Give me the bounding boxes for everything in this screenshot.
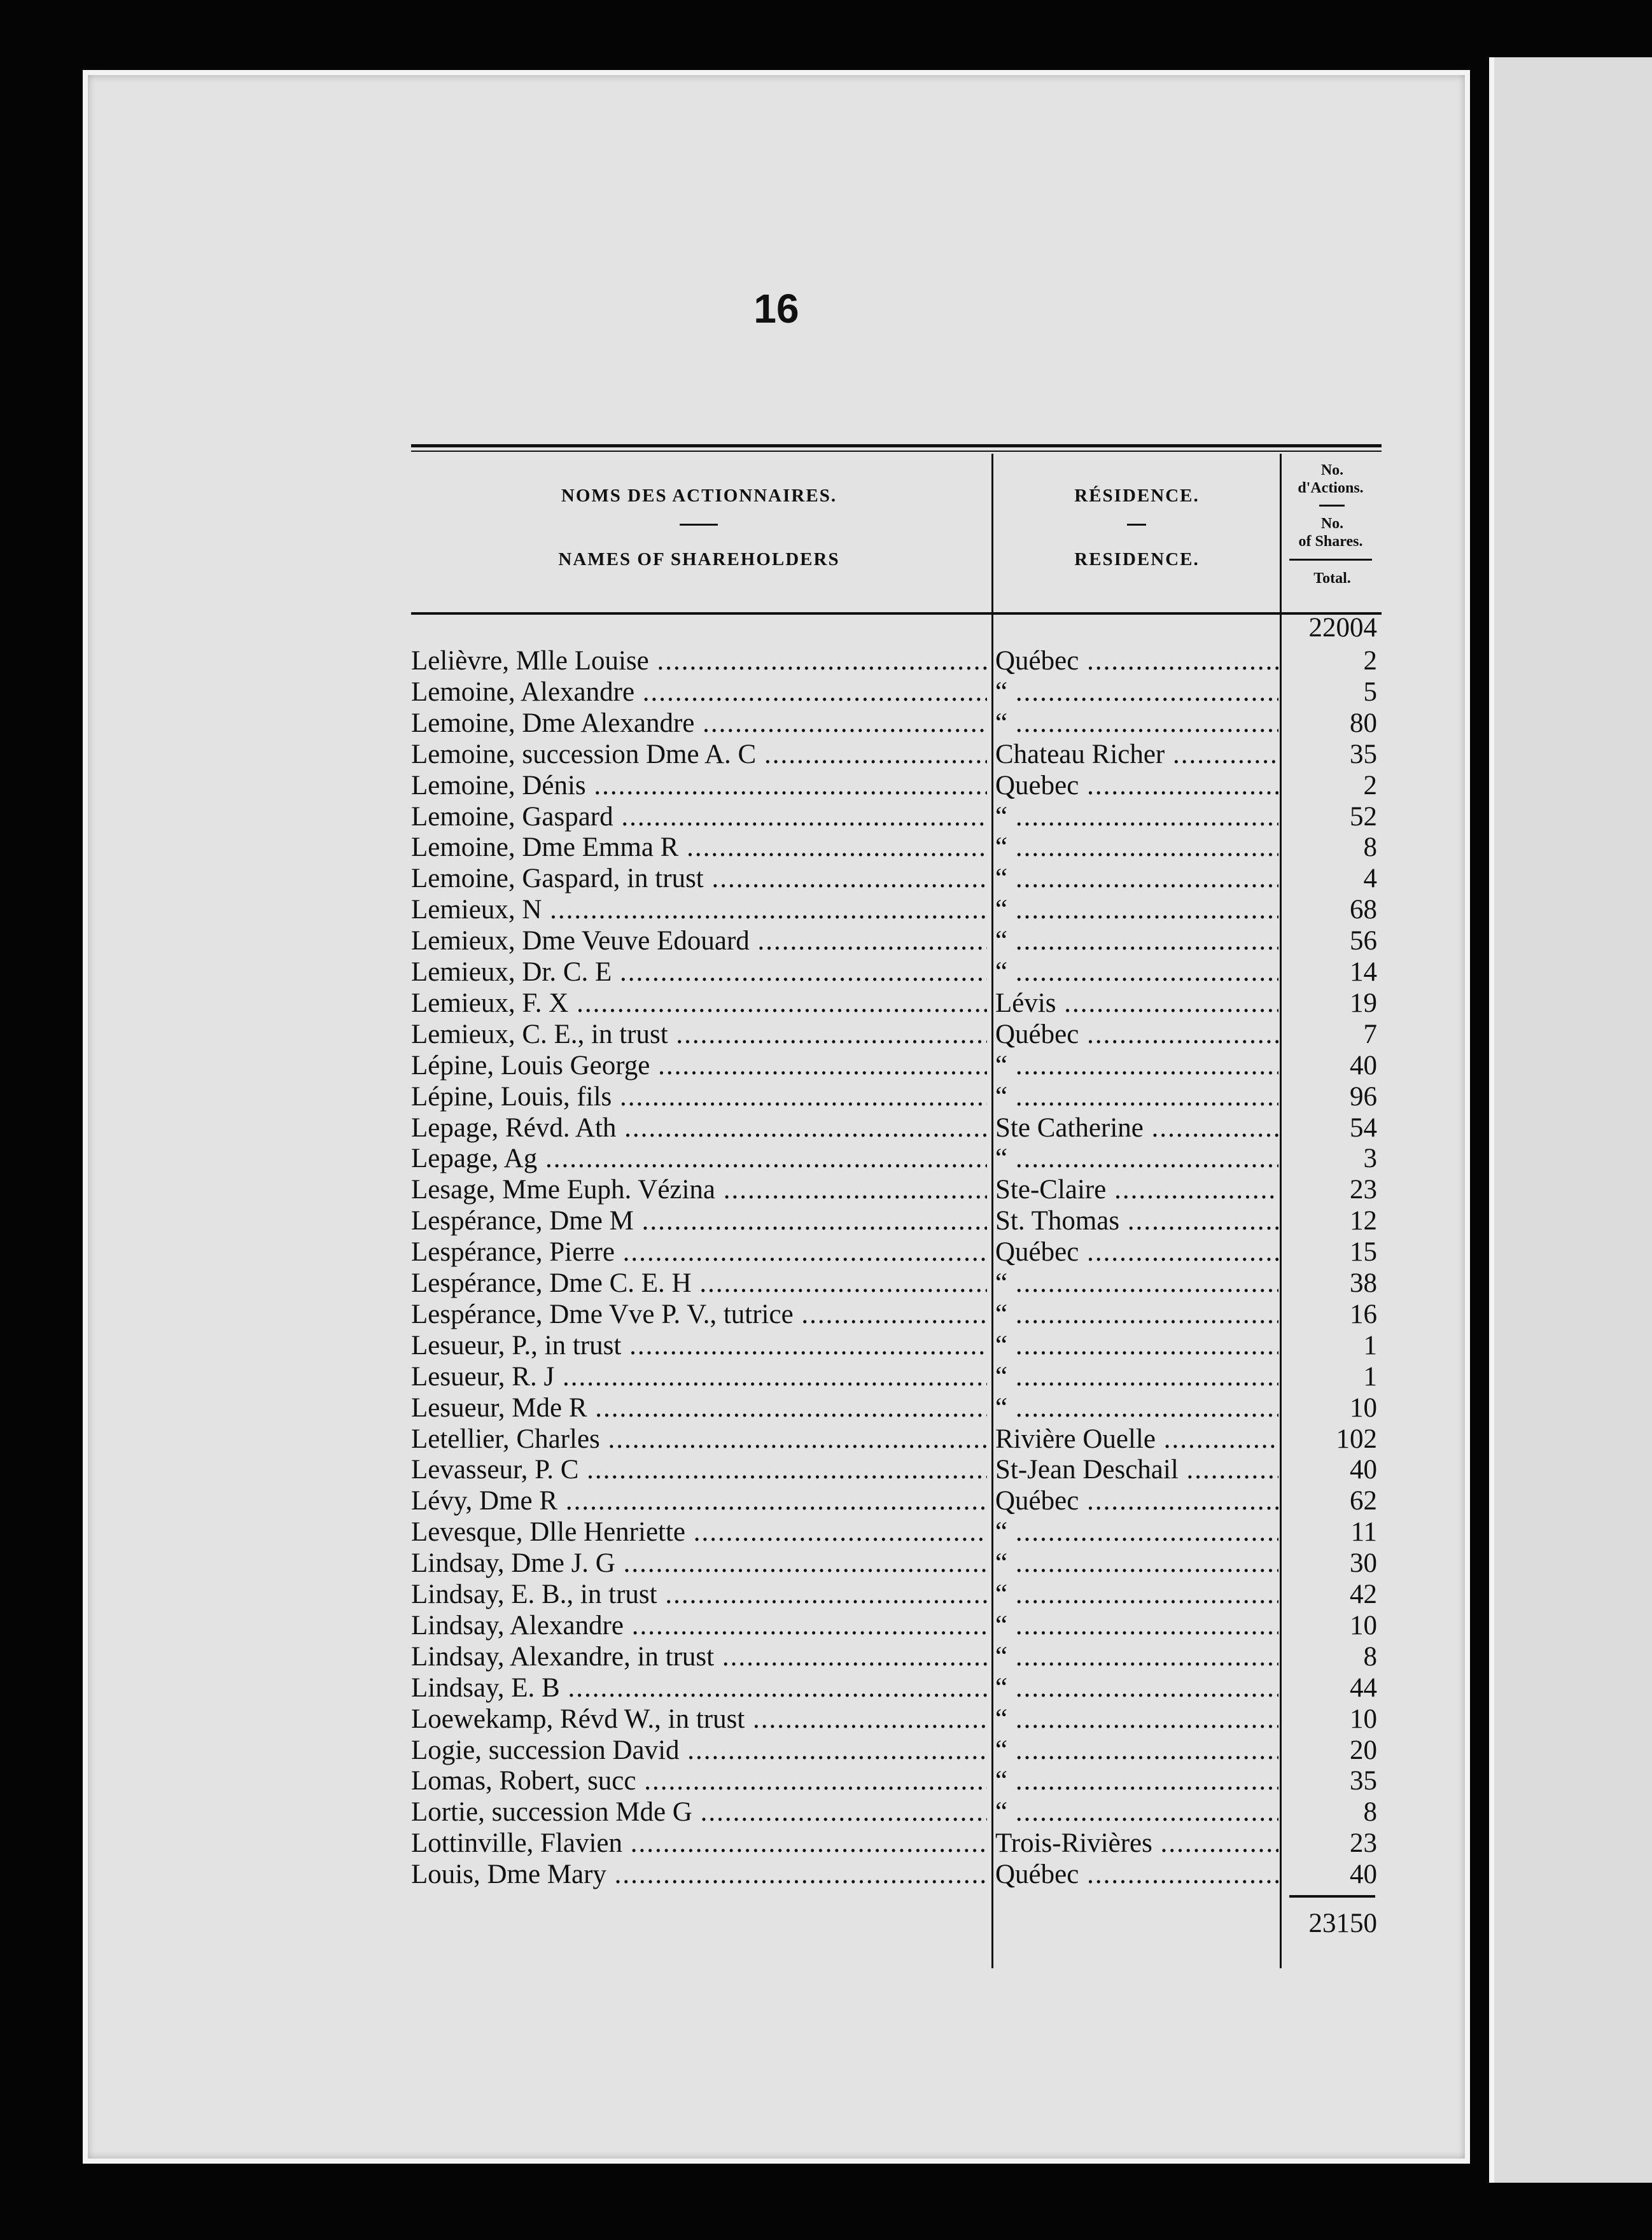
header-shares-no: No.	[1320, 515, 1344, 532]
share-count: 44	[1350, 1672, 1377, 1703]
share-count: 4	[1363, 864, 1377, 894]
share-count: 52	[1350, 801, 1377, 832]
share-count: 40	[1350, 1050, 1377, 1081]
table-row	[411, 1113, 1382, 1144]
total-rule	[1289, 1895, 1375, 1898]
table-row	[411, 895, 1382, 925]
table-row	[411, 1611, 1382, 1641]
shareholder-residence: “ .....	[995, 1797, 1278, 1828]
table-row	[411, 1548, 1382, 1579]
shareholder-residence: Quebec .....	[995, 771, 1278, 801]
share-count: 15	[1350, 1237, 1377, 1268]
table-row	[411, 1642, 1382, 1672]
table-row	[411, 864, 1382, 894]
shareholder-residence: “ .....	[995, 1082, 1278, 1112]
shareholder-residence: “ .....	[995, 1673, 1278, 1704]
table-row	[411, 957, 1382, 988]
share-count: 8	[1363, 1797, 1377, 1828]
share-count: 23	[1350, 1828, 1377, 1859]
shareholder-name: Levasseur, P. C .....	[411, 1455, 987, 1485]
shareholder-name: Lindsay, E. B., in trust .....	[411, 1579, 987, 1610]
share-count: 54	[1350, 1112, 1377, 1143]
shareholder-residence: Rivière Ouelle .....	[995, 1424, 1278, 1455]
shareholder-name: Lépine, Louis, fils .....	[411, 1082, 987, 1112]
shareholder-residence: Chateau Richer .....	[995, 739, 1278, 770]
shareholder-name: Lepage, Révd. Ath .....	[411, 1113, 987, 1144]
table-row	[411, 1859, 1382, 1890]
shareholder-residence: Québec .....	[995, 1019, 1278, 1050]
share-count: 3	[1363, 1144, 1377, 1174]
grand-total: 23150	[1308, 1908, 1377, 1938]
shareholder-residence: “ .....	[995, 1611, 1278, 1641]
top-rule-thick	[411, 444, 1382, 447]
shareholder-residence: “ .....	[995, 677, 1278, 708]
share-count: 68	[1350, 895, 1377, 925]
shareholder-residence: Québec .....	[995, 646, 1278, 676]
shareholder-residence: “ .....	[995, 832, 1278, 863]
shareholder-residence: “ .....	[995, 957, 1278, 988]
share-count: 11	[1350, 1517, 1377, 1548]
table-row	[411, 1704, 1382, 1735]
shareholder-name: Lemoine, Dme Alexandre .....	[411, 708, 987, 739]
header-bottom-rule	[411, 612, 1382, 615]
table-row	[411, 677, 1382, 708]
share-count: 20	[1350, 1735, 1377, 1765]
shareholder-residence: Ste Catherine .....	[995, 1113, 1278, 1144]
shareholder-name: Lemieux, N .....	[411, 895, 987, 925]
shareholder-name: Logie, succession David .....	[411, 1735, 987, 1766]
table-row	[411, 1237, 1382, 1268]
shareholder-name: Lemoine, Alexandre .....	[411, 677, 987, 708]
share-count: 5	[1363, 676, 1377, 707]
table-row	[411, 1486, 1382, 1516]
shareholder-residence: “ .....	[995, 864, 1278, 894]
table-row	[411, 1828, 1382, 1859]
shareholder-name: Lespérance, Dme Vve P. V., tutrice .....	[411, 1299, 987, 1330]
shareholder-name: Lespérance, Dme M .....	[411, 1206, 987, 1236]
table-row	[411, 1362, 1382, 1392]
share-count: 35	[1350, 739, 1377, 769]
share-count: 80	[1350, 708, 1377, 738]
header-residence-fr: RÉSIDENCE.	[1074, 486, 1200, 506]
table-row	[411, 1206, 1382, 1236]
shareholder-residence: “ .....	[995, 1144, 1278, 1174]
shareholder-residence: “ .....	[995, 1268, 1278, 1299]
shareholder-name: Lemoine, Dme Emma R .....	[411, 832, 987, 863]
share-count: 14	[1350, 957, 1377, 987]
shareholder-name: Lemieux, Dr. C. E .....	[411, 957, 987, 988]
table-row	[411, 1735, 1382, 1766]
share-count: 10	[1350, 1610, 1377, 1641]
shareholder-name: Lévy, Dme R .....	[411, 1486, 987, 1516]
shareholder-residence: “ .....	[995, 1579, 1278, 1610]
shareholder-residence: “ .....	[995, 1766, 1278, 1796]
share-count: 30	[1350, 1548, 1377, 1579]
header-total-label: Total.	[1313, 570, 1351, 587]
shareholder-residence: “ .....	[995, 1051, 1278, 1081]
share-count: 56	[1350, 926, 1377, 956]
share-count: 23	[1350, 1175, 1377, 1205]
share-count: 7	[1363, 1019, 1377, 1049]
shareholder-name: Lindsay, Dme J. G .....	[411, 1548, 987, 1579]
shareholder-residence: “ .....	[995, 802, 1278, 832]
shareholder-name: Lemoine, Gaspard, in trust .....	[411, 864, 987, 894]
shareholder-name: Lindsay, Alexandre, in trust .....	[411, 1642, 987, 1672]
share-count: 96	[1350, 1081, 1377, 1112]
top-rule-thin	[411, 451, 1382, 452]
shareholder-name: Lindsay, E. B .....	[411, 1673, 987, 1704]
shareholder-name: Lemieux, C. E., in trust .....	[411, 1019, 987, 1050]
table-row	[411, 988, 1382, 1019]
shareholder-name: Lesueur, R. J .....	[411, 1362, 987, 1392]
share-count: 10	[1350, 1704, 1377, 1734]
shareholder-name: Lemoine, Gaspard .....	[411, 802, 987, 832]
table-row	[411, 926, 1382, 956]
table-row	[411, 1019, 1382, 1050]
shareholder-residence: “ .....	[995, 1548, 1278, 1579]
shareholder-name: Levesque, Dlle Henriette .....	[411, 1517, 987, 1548]
share-count: 1	[1363, 1330, 1377, 1361]
share-count: 8	[1363, 1641, 1377, 1672]
table-row	[411, 1579, 1382, 1610]
table-row	[411, 1175, 1382, 1205]
table-row	[411, 1766, 1382, 1796]
shareholder-residence: “ .....	[995, 1642, 1278, 1672]
shareholder-residence: Québec .....	[995, 1859, 1278, 1890]
shareholder-name: Lemoine, Dénis .....	[411, 771, 987, 801]
carried-forward-total: 22004	[1308, 613, 1377, 643]
shareholder-residence: “ .....	[995, 926, 1278, 956]
share-count: 2	[1363, 770, 1377, 801]
share-count: 8	[1363, 832, 1377, 863]
shareholder-residence: St-Jean Deschail .....	[995, 1455, 1278, 1485]
shareholder-name: Lemieux, Dme Veuve Edouard .....	[411, 926, 987, 956]
table-row	[411, 646, 1382, 676]
shareholder-residence: St. Thomas .....	[995, 1206, 1278, 1236]
shareholder-name: Loewekamp, Révd W., in trust .....	[411, 1704, 987, 1735]
table-row	[411, 1331, 1382, 1361]
shareholder-name: Lemieux, F. X .....	[411, 988, 987, 1019]
share-count: 19	[1350, 988, 1377, 1018]
document-page	[83, 70, 1470, 2164]
page-number: 16	[753, 286, 799, 332]
table-row	[411, 1082, 1382, 1112]
shareholder-name: Lemoine, succession Dme A. C .....	[411, 739, 987, 770]
adjacent-page-edge	[1489, 57, 1652, 2183]
shareholder-residence: “ .....	[995, 1331, 1278, 1361]
shareholder-name: Lesueur, P., in trust .....	[411, 1331, 987, 1361]
header-actions-label: d'Actions.	[1298, 480, 1364, 496]
shareholder-name: Lottinville, Flavien .....	[411, 1828, 987, 1859]
shareholder-name: Lespérance, Dme C. E. H .....	[411, 1268, 987, 1299]
shareholder-name: Lepage, Ag .....	[411, 1144, 987, 1174]
share-count: 2	[1363, 646, 1377, 676]
table-row	[411, 1051, 1382, 1081]
shareholder-residence: “ .....	[995, 1299, 1278, 1330]
header-names-fr: NOMS DES ACTIONNAIRES.	[561, 486, 837, 506]
table-row	[411, 802, 1382, 832]
table-row	[411, 1299, 1382, 1330]
share-count: 10	[1350, 1392, 1377, 1423]
shareholder-name: Lespérance, Pierre .....	[411, 1237, 987, 1268]
shareholder-residence: Lévis .....	[995, 988, 1278, 1019]
shareholder-residence: “ .....	[995, 1735, 1278, 1766]
share-count: 40	[1350, 1455, 1377, 1485]
table-row	[411, 832, 1382, 863]
table-row	[411, 1393, 1382, 1424]
table-row	[411, 1673, 1382, 1704]
shareholder-name: Louis, Dme Mary .....	[411, 1859, 987, 1890]
shareholder-residence: “ .....	[995, 895, 1278, 925]
table-row	[411, 1268, 1382, 1299]
header-dash	[680, 524, 718, 526]
share-count: 42	[1350, 1579, 1377, 1609]
header-dash	[1289, 559, 1372, 561]
share-count: 38	[1350, 1268, 1377, 1298]
shareholder-residence: Québec .....	[995, 1237, 1278, 1268]
share-count: 102	[1336, 1424, 1377, 1454]
shareholder-name: Lesueur, Mde R .....	[411, 1393, 987, 1424]
shareholder-residence: “ .....	[995, 1393, 1278, 1424]
shareholder-name: Lelièvre, Mlle Louise .....	[411, 646, 987, 676]
table-row	[411, 708, 1382, 739]
share-count: 35	[1350, 1766, 1377, 1796]
shareholder-residence: “ .....	[995, 1362, 1278, 1392]
share-count: 62	[1350, 1486, 1377, 1516]
shareholder-name: Lépine, Louis George .....	[411, 1051, 987, 1081]
shareholder-residence: Québec .....	[995, 1486, 1278, 1516]
share-count: 16	[1350, 1299, 1377, 1329]
shareholder-residence: “ .....	[995, 708, 1278, 739]
table-row	[411, 1797, 1382, 1828]
shareholder-residence: “ .....	[995, 1517, 1278, 1548]
table-row	[411, 1424, 1382, 1455]
share-count: 12	[1350, 1206, 1377, 1236]
header-names-en: NAMES OF SHAREHOLDERS	[558, 549, 840, 570]
shareholder-name: Lindsay, Alexandre .....	[411, 1611, 987, 1641]
header-residence-en: RESIDENCE.	[1074, 549, 1200, 570]
share-count: 1	[1363, 1361, 1377, 1392]
header-dash	[1127, 524, 1146, 526]
shareholders-table	[411, 368, 1382, 1971]
header-actions-no: No.	[1320, 462, 1344, 479]
shareholder-residence: Trois-Rivières .....	[995, 1828, 1278, 1859]
shareholder-residence: “ .....	[995, 1704, 1278, 1735]
table-row	[411, 1144, 1382, 1174]
header-shares-label: of Shares.	[1298, 533, 1363, 550]
table-row	[411, 1517, 1382, 1548]
shareholder-name: Lomas, Robert, succ .....	[411, 1766, 987, 1796]
table-row	[411, 771, 1382, 801]
header-dash	[1319, 505, 1345, 507]
shareholder-name: Lortie, succession Mde G .....	[411, 1797, 987, 1828]
shareholder-residence: Ste-Claire .....	[995, 1175, 1278, 1205]
table-row	[411, 739, 1382, 770]
table-row	[411, 1455, 1382, 1485]
share-count: 40	[1350, 1859, 1377, 1890]
shareholder-name: Letellier, Charles .....	[411, 1424, 987, 1455]
shareholder-name: Lesage, Mme Euph. Vézina .....	[411, 1175, 987, 1205]
